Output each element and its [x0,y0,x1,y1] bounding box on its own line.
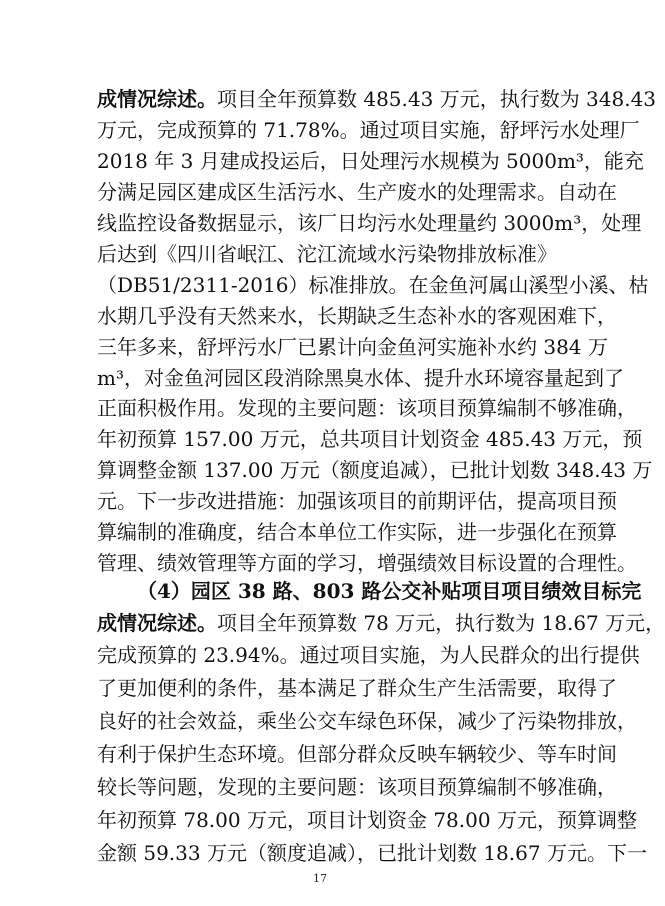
body-text-line: 有利于保护生态环境。但部分群众反映车辆较少、等车时间 [97,742,617,766]
section-lead-bold: 成情况综述。 [97,87,217,111]
body-text-line: 了更加便利的条件，基本满足了群众生产生活需要，取得了 [97,676,617,700]
body-text-line: 管理、绩效管理等方面的学习，增强绩效目标设置的合理性。 [97,551,637,575]
body-text-line: 较长等问题，发现的主要问题：该项目预算编制不够准确， [97,775,617,799]
body-text-line: 万元，完成预算的 71.78%。通过项目实施，舒坪污水处理厂 [97,118,640,142]
body-text: 项目全年预算数 78 万元，执行数为 18.67 万元， [217,611,665,635]
body-text-line [97,84,657,114]
body-text-line: 水期几乎没有天然来水，长期缺乏生态补水的客观困难下， [97,304,617,328]
body-text-line: 金额 59.33 万元（额度追减），已批计划数 18.67 万元。下一 [97,841,647,865]
body-text-line: 良好的社会效益，乘坐公交车绿色环保，减少了污染物排放， [97,709,637,733]
section-lead-bold: 成情况综述。 [97,611,217,635]
body-text: 项目全年预算数 485.43 万元，执行数为 348.43 [217,87,657,111]
body-text-line: 完成预算的 23.94%。通过项目实施，为人民群众的出行提供 [97,643,640,667]
body-text-line: 年初预算 157.00 万元，总共项目计划资金 485.43 万元，预 [97,427,643,451]
body-text-line: 算调整金额 137.00 万元（额度追减），已批计划数 348.43 万 [97,458,653,482]
body-text-line: 分满足园区建成区生活污水、生产废水的处理需求。自动在 [97,180,617,204]
body-text-line: 线监控设备数据显示，该厂日均污水处理量约 3000m³，处理 [97,211,642,235]
body-text-line: 三年多来，舒坪污水厂已累计向金鱼河实施补水约 384 万 [97,335,608,359]
section-heading: （4）园区 38 路、803 路公交补贴项目项目绩效目标完 [137,579,642,603]
body-text-line [97,608,665,638]
body-text-line: 2018 年 3 月建成投运后，日处理污水规模为 5000m³，能充 [97,149,644,173]
body-text-line: 年初预算 78.00 万元，项目计划资金 78.00 万元，预算调整 [97,808,637,832]
body-text-line: 后达到《四川省岷江、沱江流域水污染物排放标准》 [97,242,557,266]
body-text-line: m³，对金鱼河园区段消除黑臭水体、提升水环境容量起到了 [97,366,624,390]
body-text-line: 算编制的准确度，结合本单位工作实际，进一步强化在预算 [97,520,617,544]
body-text-line: 正面积极作用。发现的主要问题：该项目预算编制不够准确， [97,396,637,420]
body-text-line: 元。下一步改进措施：加强该项目的前期评估，提高项目预 [97,489,617,513]
page-number: 17 [313,872,327,885]
body-text-line: （DB51/2311-2016）标准排放。在金鱼河属山溪型小溪、枯 [97,273,649,297]
